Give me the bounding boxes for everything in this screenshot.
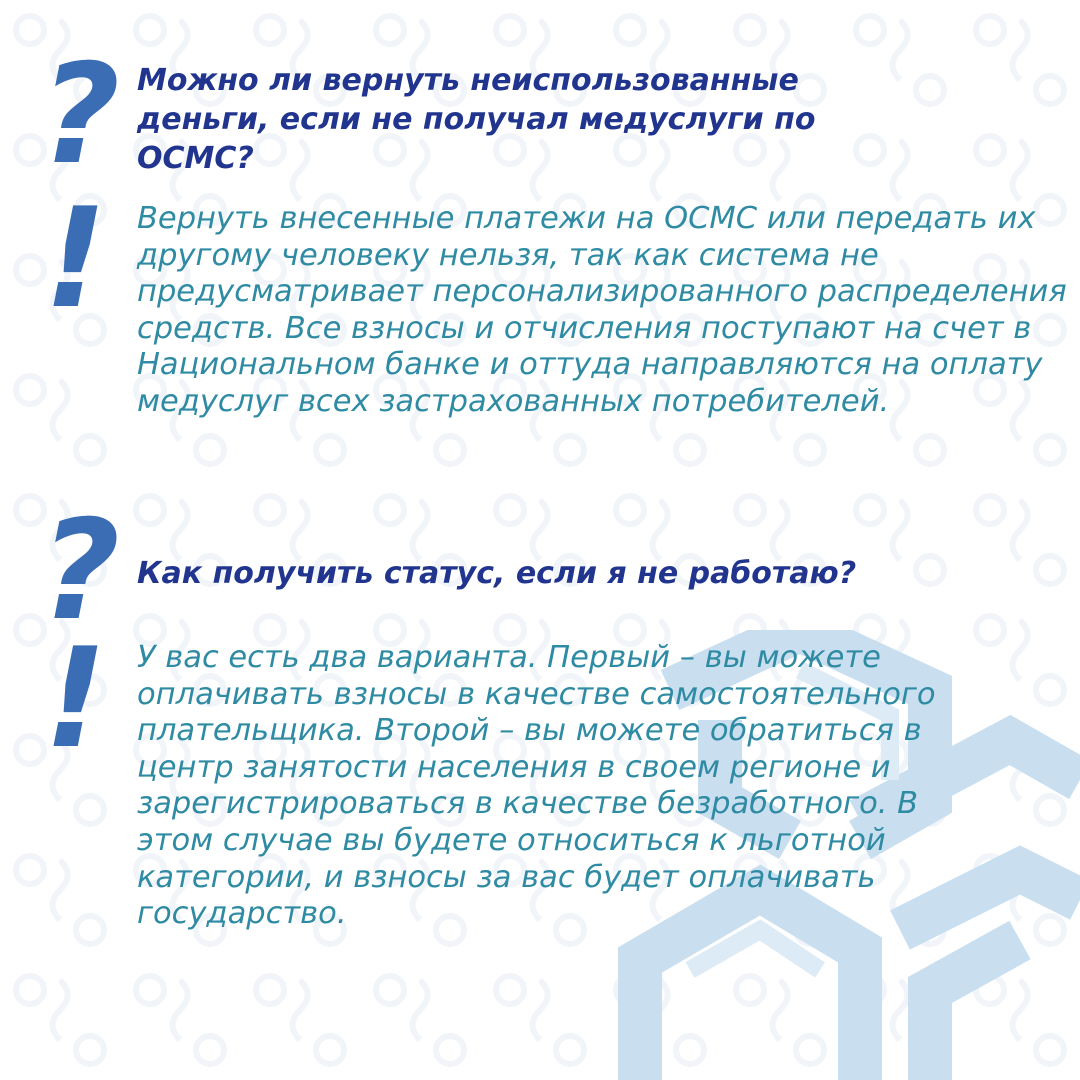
question-2: Как получить статус, если я не работаю? (137, 556, 857, 591)
question-mark-icon: ? (40, 490, 121, 651)
exclamation-mark-icon: ! (44, 178, 107, 339)
answer-2: У вас есть два варианта. Первый – вы можете оплачивать взносы в качестве самостоятельного плательщика. Второй – вы можете обратиться в центр занятости населения в своем регионе и зарегистрироваться в качестве безработного. В этом случае вы будете относиться к льготной категории, и взносы за вас будет оплачивать государство. (137, 640, 936, 932)
question-1: Можно ли вернуть неиспользованные деньги, если не получал медуслуги по ОСМС? (137, 63, 816, 176)
exclamation-mark-icon: ! (44, 618, 107, 779)
answer-1: Вернуть внесенные платежи на ОСМС или передать их другому человеку нельзя, так как система не предусматривает персонализированного распределения средств. Все взносы и отчисления поступают на счет в Национальном банке и оттуда направляются на оплату медуслуг всех застрахованных потребителей. (137, 201, 1067, 419)
question-mark-icon: ? (40, 34, 121, 195)
